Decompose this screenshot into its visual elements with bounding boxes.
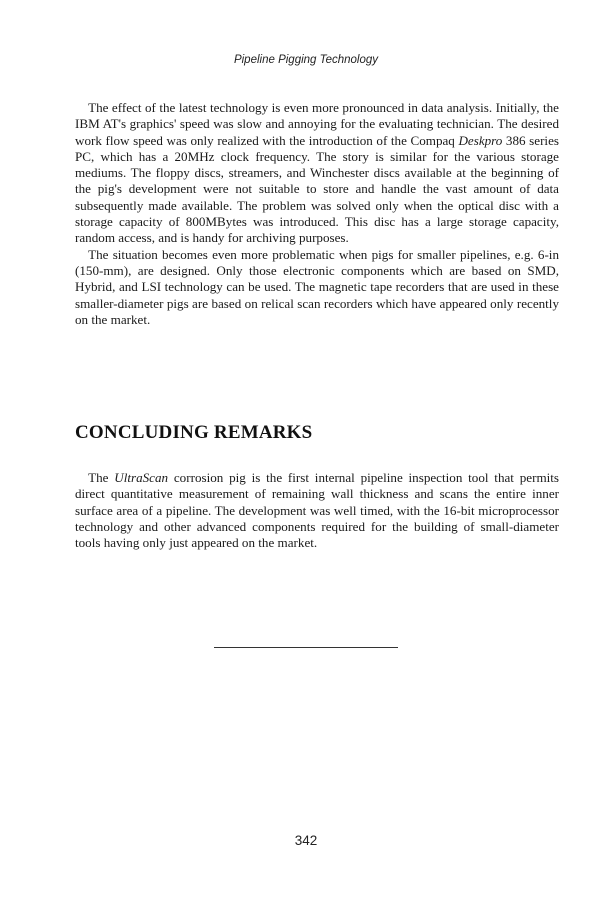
paragraph-text: corrosion pig is the first internal pipeline inspection tool that permits direct quantitative measurement of remaining wall thickness and scans the entire inner surface area of a pipeline. The development was well timed, with the 16-bit microprocessor technology and other advanced components required for the building of small-diameter tools having only just appeared on the market. [75, 470, 560, 551]
paragraph-conclusion [75, 470, 559, 551]
paragraph-text: The effect of the latest technology is even more pronounced in data analysis. Initially, the IBM AT's graphics' speed was slow and annoying for the evaluating technician. The desired work flow speed was only realized with the introduction of the Compaq [75, 100, 559, 148]
paragraph-text-continued: 386 series PC, which has a 20MHz clock frequency. The story is similar for the various storage mediums. The floppy discs, streamers, and Winchester discs available at the beginning of the pig's development were not suitable to store and handle the vast amount of data subsequently made available. The problem was solved only when the optical disc with a storage capacity of 800MBytes was introduced. This disc has a large storage capacity, random access, and is handy for archiving purposes. [75, 132, 559, 246]
emphasis-deskpro: Deskpro [458, 132, 503, 148]
page-number: 342 [294, 833, 318, 848]
paragraph-data-analysis [75, 100, 559, 247]
emphasis-ultrascan: UltraScan [114, 470, 169, 485]
section-heading: CONCLUDING REMARKS [75, 422, 313, 443]
paragraph-text: The situation becomes even more problematic when pigs for smaller pipelines, e.g. 6-in (150-mm), are designed. Only those electronic components which are based on SMD, Hybrid, and LSI technology can be used. The magnetic tape recorders that are used in these smaller-diameter pigs are based on relical scan recorders which have appeared only recently on the market. [75, 246, 559, 327]
body-section-conclusion [75, 470, 559, 551]
paragraph-smaller-pipelines [75, 247, 559, 328]
end-rule-divider [214, 647, 398, 648]
paragraph-lead: The [88, 470, 115, 485]
body-section-analysis [75, 100, 559, 328]
running-head: Pipeline Pigging Technology [233, 54, 379, 66]
